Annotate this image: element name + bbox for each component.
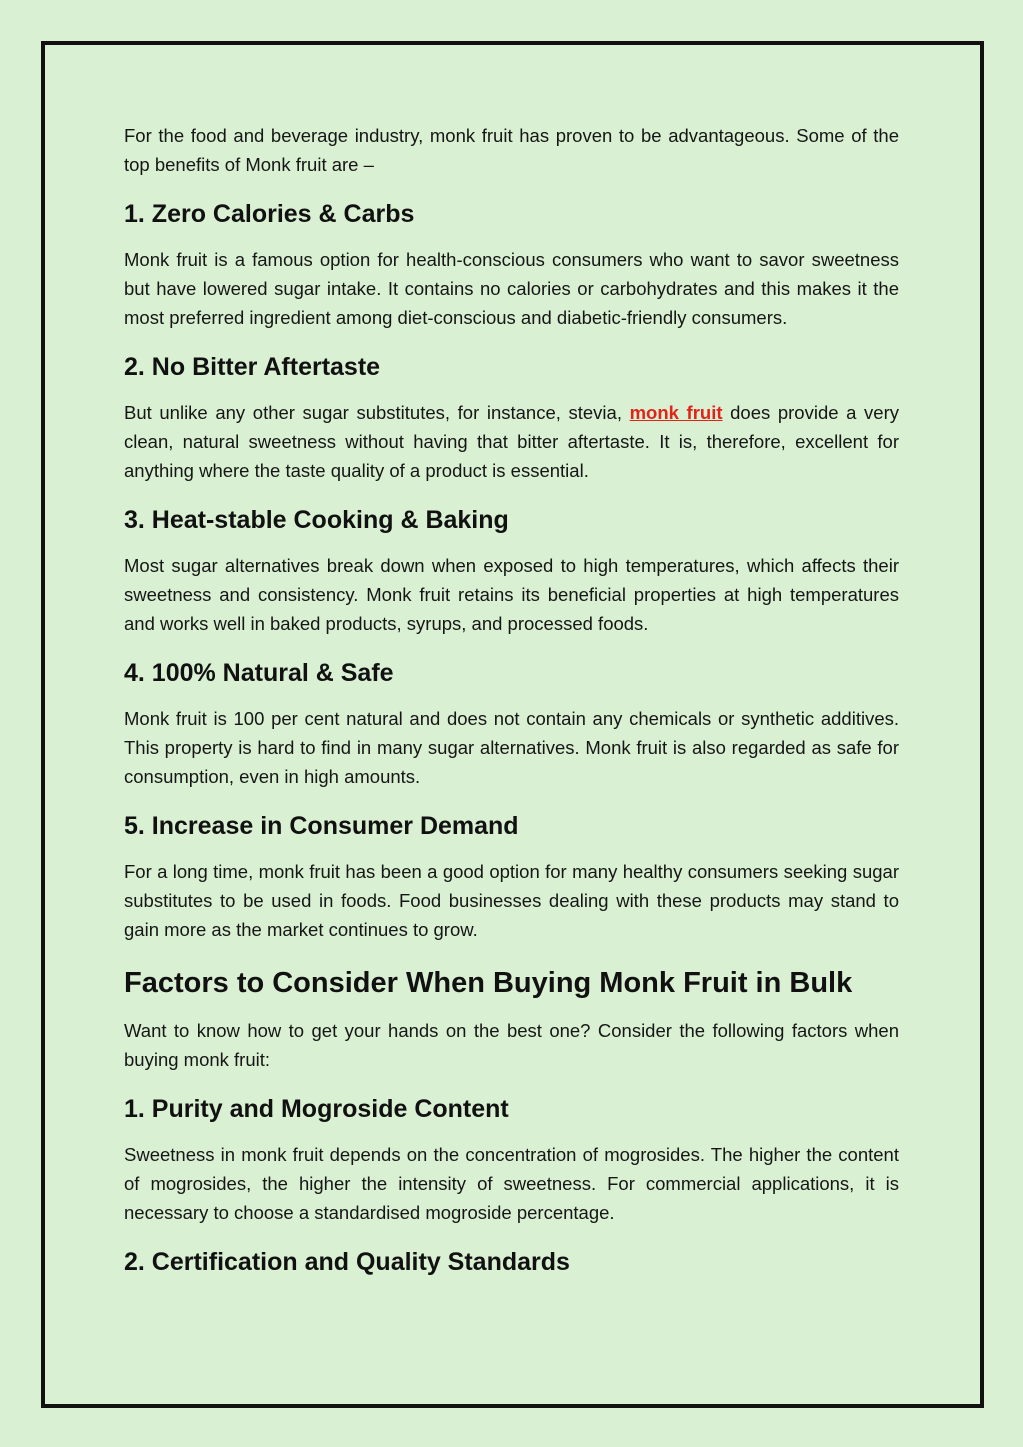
factors-intro-paragraph: Want to know how to get your hands on the best one? Consider the following factors when buying monk fruit: — [124, 1020, 899, 1070]
benefit-text-no-bitter-before: But unlike any other sugar substitutes, for instance, stevia, — [124, 402, 630, 423]
benefit-text-heat-stable: Most sugar alternatives break down when exposed to high temperatures, which affects their sweetness and consistency. Monk fruit retains its beneficial properties at high temperatures and works well in baked products, syrups, and processed foods. — [124, 555, 899, 634]
monk-fruit-link[interactable]: monk fruit — [629, 402, 723, 423]
intro-paragraph: For the food and beverage industry, monk fruit has proven to be advantageous. Some of the top benefits of Monk fruit are – — [124, 125, 899, 175]
factor-text-purity: Sweetness in monk fruit depends on the concentration of mogrosides. The higher the content of mogrosides, the higher the intensity of sweetness. For commercial applications, it is necessary to choose a standardised mogroside percentage. — [124, 1144, 899, 1223]
benefit-heading-zero-calories: 1. Zero Calories & Carbs — [124, 200, 415, 228]
document-body — [124, 120, 899, 1279]
factors-section-heading: Factors to Consider When Buying Monk Fruit in Bulk — [124, 967, 853, 999]
factor-heading-certification: 2. Certification and Quality Standards — [124, 1248, 570, 1276]
benefit-text-zero-calories: Monk fruit is a famous option for health-conscious consumers who want to savor sweetness but have lowered sugar intake. It contains no calories or carbohydrates and this makes it the most preferred ingredient among diet-conscious and diabetic-friendly consumers. — [124, 249, 899, 328]
benefit-heading-no-bitter: 2. No Bitter Aftertaste — [124, 353, 381, 381]
factor-heading-purity: 1. Purity and Mogroside Content — [124, 1095, 509, 1123]
benefit-heading-natural-safe: 4. 100% Natural & Safe — [124, 659, 394, 687]
benefit-heading-consumer-demand: 5. Increase in Consumer Demand — [124, 812, 519, 840]
benefit-text-consumer-demand: For a long time, monk fruit has been a good option for many healthy consumers seeking sugar substitutes to be used in foods. Food businesses dealing with these products may stand to gain more as the market continues to grow. — [124, 861, 899, 940]
benefit-text-no-bitter — [124, 398, 899, 485]
benefit-text-natural-safe: Monk fruit is 100 per cent natural and does not contain any chemicals or synthetic additives. This property is hard to find in many sugar alternatives. Monk fruit is also regarded as safe for consumption, even in high amounts. — [124, 708, 899, 787]
benefit-heading-heat-stable: 3. Heat-stable Cooking & Baking — [124, 506, 509, 534]
benefit-text-no-bitter-after: does provide a very clean, natural sweetness without having that bitter aftertaste. It is, therefore, excellent for anything where the taste quality of a product is essential. — [124, 402, 900, 481]
